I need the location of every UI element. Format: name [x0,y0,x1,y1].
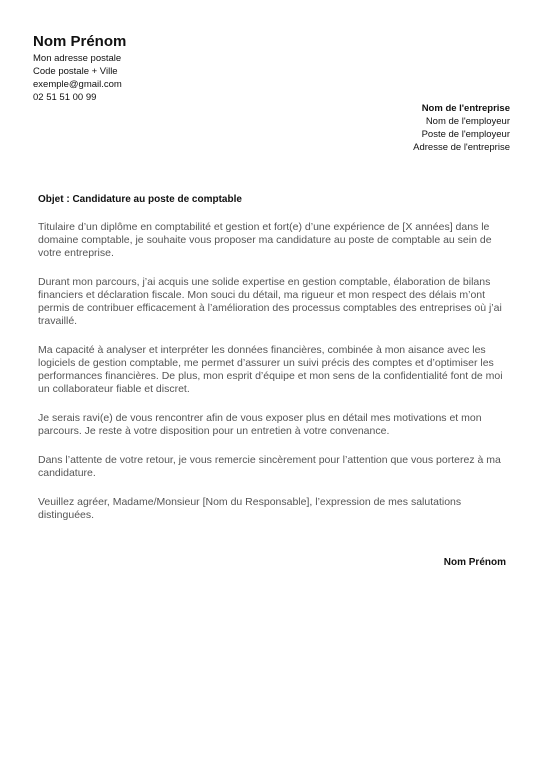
letter-paragraph: Titulaire d’un diplôme en comptabilité et gestion et fort(e) d’une expérience de [X années] dans le domaine comptable, je souhaite vous proposer ma candidature au poste de comptable au sein de votre entreprise. [38,221,492,259]
sender-address: Mon adresse postale [33,53,122,64]
sender-city: Code postale + Ville [33,66,118,77]
sender-block [33,33,126,104]
letter-paragraph: Durant mon parcours, j’ai acquis une solide expertise en gestion comptable, élaboration de bilans financiers et déclaration fiscale. Mon souci du détail, ma rigueur et mon respect des délais m’ont permis de contribuer efficacement à l’amélioration des processus comptables des entreprises où j’ai travaillé. [38,276,502,327]
letter-subject: Objet : Candidature au poste de comptable [38,194,242,205]
recipient-block [413,102,510,154]
letter-body [38,221,508,538]
sender-name: Nom Prénom [33,33,127,50]
recipient-employer: Nom de l'employeur [425,116,510,127]
letter-paragraph: Veuillez agréer, Madame/Monsieur [Nom du Responsable], l’expression de mes salutations distinguées. [38,496,462,521]
recipient-address: Adresse de l'entreprise [413,142,510,153]
recipient-company: Nom de l'entreprise [421,103,510,114]
letter-paragraph: Ma capacité à analyser et interpréter les données financières, combinée à mon aisance avec les logiciels de gestion comptable, me permet d’assurer un suivi précis des comptes et d’optimiser les performances financières. De plus, mon esprit d’équipe et mon sens de la confidentialité font de moi un collaborateur fiable et discret. [38,344,503,395]
signature-name: Nom Prénom [443,557,506,568]
letter-paragraph: Dans l’attente de votre retour, je vous remercie sincèrement pour l’attention que vous porterez à ma candidature. [38,454,501,479]
sender-email: exemple@gmail.com [33,79,122,90]
sender-phone: 02 51 51 00 99 [33,92,97,103]
letter-paragraph: Je serais ravi(e) de vous rencontrer afin de vous exposer plus en détail mes motivations et mon parcours. Je reste à votre disposition pour un entretien à votre convenance. [38,412,482,437]
recipient-position: Poste de l'employeur [421,129,510,140]
